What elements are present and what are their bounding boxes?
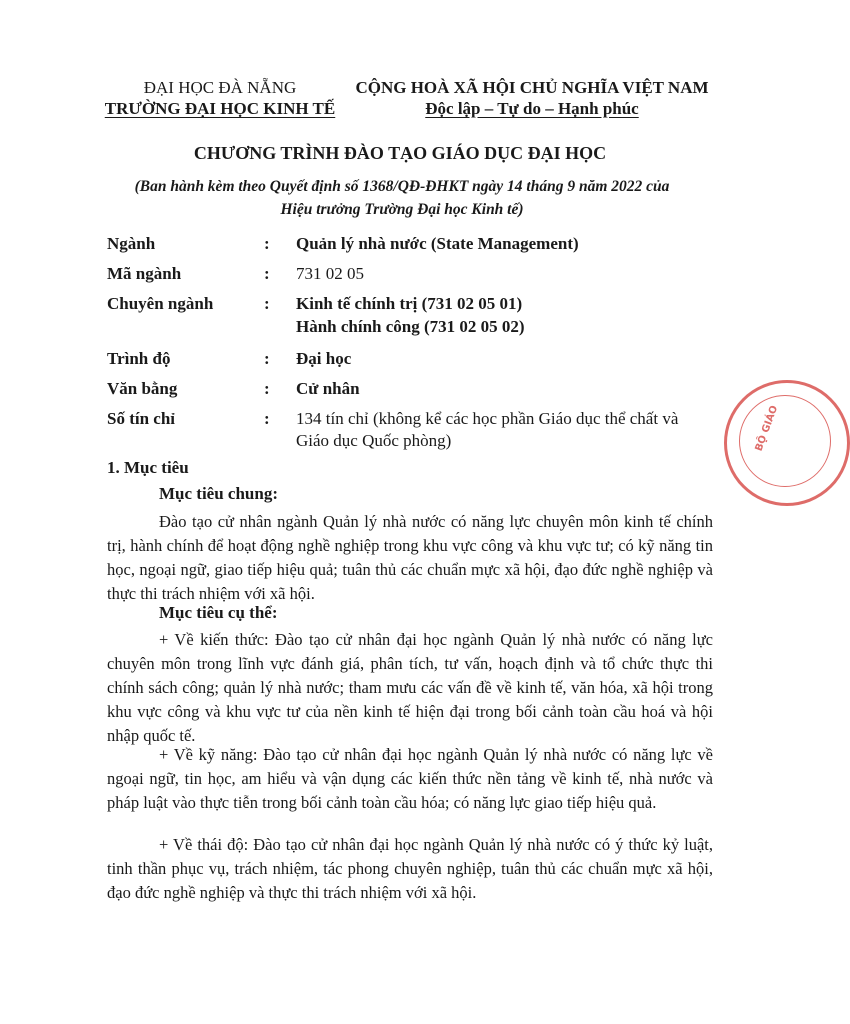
- stamp-inner-ring: [739, 395, 831, 487]
- info-label: Chuyên ngành: [107, 294, 214, 313]
- university-name: ĐẠI HỌC ĐÀ NẴNG: [143, 78, 297, 97]
- national-header: [352, 77, 712, 119]
- info-value: Đại học: [296, 349, 352, 368]
- document-subtitle: [96, 175, 708, 221]
- general-objective-text: Đào tạo cử nhân ngành Quản lý nhà nước có năng lực chuyên môn kinh tế chính trị, hành chính để hoạt động nghề nghiệp trong khu vực công và khu vực tư; có kỹ năng tin học, ngoại ngữ, giao tiếp hiệu quả; tuân thủ các chuẩn mực xã hội, đạo đức nghề nghiệp và thực thi trách nhiệm với xã hội.: [107, 512, 713, 603]
- info-colon: :: [264, 294, 270, 313]
- info-colon: :: [264, 379, 270, 398]
- national-motto: Độc lập – Tự do – Hạnh phúc: [425, 99, 639, 118]
- document-title: CHƯƠNG TRÌNH ĐÀO TẠO GIÁO DỤC ĐẠI HỌC: [193, 143, 607, 163]
- info-value: Cử nhân: [296, 379, 360, 398]
- university-header: [100, 77, 340, 119]
- attitude-objective: + Về thái độ: Đào tạo cử nhân đại học ngành Quản lý nhà nước có ý thức kỷ luật, tinh thần phục vụ, trách nhiệm, tác phong chuyên nghiệp, tuân thủ các chuẩn mực xã hội, đạo đức nghề nghiệp và thực thi trách nhiệm với xã hội.: [107, 835, 713, 902]
- info-value: Hành chính công (731 02 05 02): [296, 317, 525, 336]
- country-name: CỘNG HOÀ XÃ HỘI CHỦ NGHĨA VIỆT NAM: [355, 78, 709, 97]
- info-colon: :: [264, 409, 270, 428]
- info-value: 731 02 05: [296, 264, 364, 283]
- info-label: Số tín chỉ: [107, 409, 176, 428]
- info-label: Mã ngành: [107, 264, 182, 283]
- info-colon: :: [264, 349, 270, 368]
- official-stamp: [724, 380, 850, 506]
- info-label: Văn bằng: [107, 379, 178, 398]
- info-value: Giáo dục Quốc phòng): [296, 431, 452, 450]
- general-objective-heading: Mục tiêu chung:: [159, 484, 278, 503]
- info-label: Ngành: [107, 234, 156, 253]
- info-value: Quản lý nhà nước (State Management): [296, 234, 579, 253]
- knowledge-objective: + Về kiến thức: Đào tạo cử nhân đại học ngành Quản lý nhà nước có năng lực chuyên môn trong lĩnh vực đánh giá, phân tích, tư vấn, hoạch định và tổ chức thực thi chính sách công; quản lý nhà nước; tham mưu các vấn đề về kinh tế, văn hóa, xã hội trong khu vực công và khu vực tư của nền kinh tế hiện đại trong bối cảnh toàn cầu hoá và hội nhập quốc tế.: [107, 630, 713, 745]
- info-label: Trình độ: [107, 349, 171, 368]
- info-colon: :: [264, 264, 270, 283]
- subtitle-line-2: Hiệu trưởng Trường Đại học Kinh tế): [280, 201, 524, 218]
- info-colon: :: [264, 234, 270, 253]
- specific-objective-heading: Mục tiêu cụ thể:: [159, 603, 278, 622]
- school-name: TRƯỜNG ĐẠI HỌC KINH TẾ: [104, 99, 336, 118]
- skills-objective: + Về kỹ năng: Đào tạo cử nhân đại học ngành Quản lý nhà nước có năng lực về ngoại ngữ, tin học, am hiểu và vận dụng các kiến thức nền tảng về kinh tế, nhà nước và pháp luật vào thực tiễn trong bối cảnh toàn cầu hóa; có năng lực giao tiếp hiệu quả.: [107, 745, 713, 812]
- info-value: Kinh tế chính trị (731 02 05 01): [296, 294, 523, 313]
- info-value: 134 tín chỉ (không kể các học phần Giáo dục thể chất và: [296, 409, 679, 428]
- stamp-text: BỘ GIÁO: [753, 404, 781, 453]
- subtitle-line-1: (Ban hành kèm theo Quyết định số 1368/QĐ-ĐHKT ngày 14 tháng 9 năm 2022 của: [134, 178, 670, 195]
- section-heading: 1. Mục tiêu: [107, 458, 189, 477]
